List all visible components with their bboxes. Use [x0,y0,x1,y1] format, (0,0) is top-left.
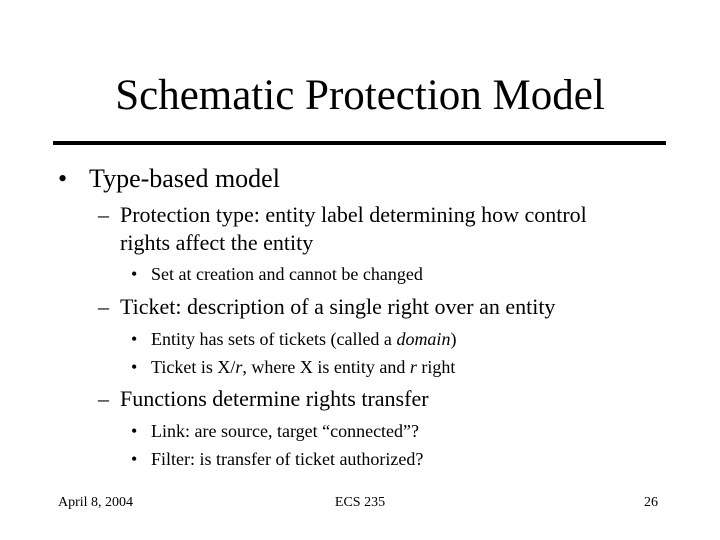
text-segment: Entity has sets of tickets (called a [151,329,397,349]
text-segment: , where X is entity and [242,357,410,377]
bullet-protection-type-line1: Protection type: entity label determining how control [120,202,587,227]
bullet-marker: • [131,357,138,377]
emphasis-r: r [409,357,417,377]
text-segment: right [416,357,456,377]
footer-course: ECS 235 [334,495,386,510]
bullet-type-based-model: Type-based model [89,164,280,193]
bullet-protection-type-line2: rights affect the entity [120,230,314,255]
slide-title: Schematic Protection Model [115,72,605,119]
text-segment: Ticket is X/ [151,357,236,377]
footer-date: April 8, 2004 [58,495,134,510]
emphasis-domain: domain [396,329,451,349]
bullet-marker: • [131,264,138,284]
bullet-marker: • [131,329,138,349]
dash-marker: – [98,202,109,227]
bullet-marker: • [131,421,138,441]
bullet-marker: • [58,164,68,193]
bullet-set-at-creation: Set at creation and cannot be changed [151,264,423,284]
bullet-marker: • [131,449,138,469]
dash-marker: – [98,386,109,411]
bullet-functions-determine: Functions determine rights transfer [120,386,429,411]
bullet-filter: Filter: is transfer of ticket authorized? [151,449,424,469]
bullet-link: Link: are source, target “connected”? [151,421,420,441]
text-segment: ) [450,329,457,349]
dash-marker: – [98,294,109,319]
emphasis-r: r [235,357,243,377]
bullet-entity-has-sets [151,328,456,350]
bullet-ticket-description: Ticket: description of a single right over an entity [120,294,556,319]
title-divider [53,141,666,145]
bullet-ticket-is-xr [151,356,455,378]
footer-page-number: 26 [644,495,658,510]
